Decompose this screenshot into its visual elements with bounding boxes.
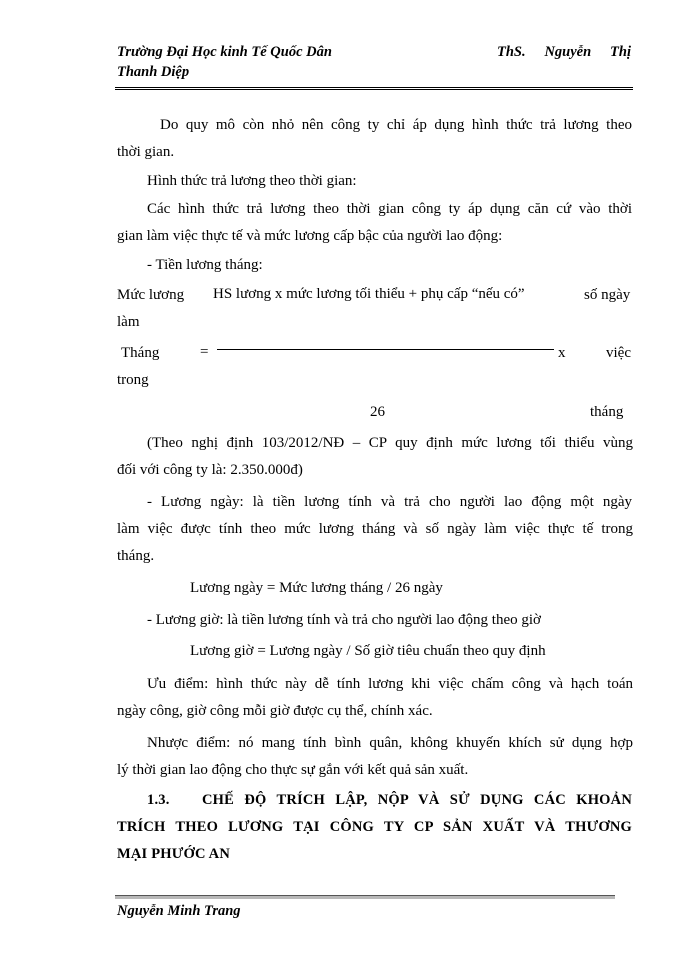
formula-right-3: việc	[606, 345, 631, 361]
footer-author: Nguyễn Minh Trang	[117, 903, 241, 919]
advantages-line-1: Ưu điểm: hình thức này dễ tính lương khi việc chấm công và hạch toán	[147, 676, 633, 692]
footer-rule	[115, 895, 615, 899]
formula-right-5: tháng	[590, 404, 624, 420]
formula-label-4: trong	[117, 372, 149, 388]
disadvantages-line-2: lý thời gian lao động cho thực sự gắn với kết quả sản xuất.	[117, 762, 469, 778]
section-title-line-3: MẠI PHƯỚC AN	[117, 846, 231, 862]
header-rule	[115, 87, 633, 90]
bullet-daily-wage-line-1: - Lương ngày: là tiền lương tính và trả cho người lao động một ngày	[147, 494, 632, 510]
disadvantages-line-1: Nhược điểm: nó mang tính bình quân, không khuyến khích sử dụng hợp	[147, 735, 633, 751]
formula-numerator: HS lương x mức lương tối thiểu + phụ cấp “nếu có”	[213, 286, 525, 302]
formula-label-3: Tháng	[121, 345, 160, 361]
header-teacher: ThS. Nguyễn Thị	[497, 44, 631, 60]
paragraph-1-line-2: thời gian.	[117, 144, 175, 160]
paragraph-1-line-1: Do quy mô còn nhỏ nên công ty chỉ áp dụng hình thức trả lương theo	[160, 117, 632, 133]
advantages-line-2: ngày công, giờ công mỗi giờ được cụ thể, chính xác.	[117, 703, 433, 719]
bullet-daily-wage-line-3: tháng.	[117, 548, 155, 564]
header-teacher-cont: Thanh Diệp	[117, 64, 190, 80]
section-title-line-1: CHẾ ĐỘ TRÍCH LẬP, NỘP VÀ SỬ DỤNG CÁC KHOẢN	[202, 792, 632, 808]
paragraph-3-line-1: Các hình thức trả lương theo thời gian công ty áp dụng căn cứ vào thời	[147, 201, 632, 217]
header-school: Trường Đại Học kinh Tế Quốc Dân	[117, 44, 332, 60]
decree-line-2: đối với công ty là: 2.350.000đ)	[117, 462, 303, 478]
bullet-daily-wage-line-2: làm việc được tính theo mức lương tháng và số ngày làm việc thực tế trong	[117, 521, 633, 537]
section-title-line-2: TRÍCH THEO LƯƠNG TẠI CÔNG TY CP SẢN XUẤT VÀ THƯƠNG	[117, 819, 632, 835]
decree-line-1: (Theo nghị định 103/2012/NĐ – CP quy định mức lương tối thiểu vùng	[147, 435, 633, 451]
formula-label-1: Mức lương	[117, 287, 185, 303]
paragraph-3-line-2: gian làm việc thực tế và mức lương cấp bậc của người lao động:	[117, 228, 503, 244]
section-number: 1.3.	[147, 792, 170, 808]
formula-times: x	[558, 345, 566, 361]
hourly-wage-formula: Lương giờ = Lương ngày / Số giờ tiêu chuẩn theo quy định	[190, 643, 546, 659]
paragraph-2: Hình thức trả lương theo thời gian:	[147, 173, 357, 189]
formula-right-1: số ngày	[584, 287, 631, 303]
fraction-line	[217, 349, 554, 350]
bullet-hourly-wage: - Lương giờ: là tiền lương tính và trả cho người lao động theo giờ	[147, 612, 541, 628]
bullet-monthly-wage: - Tiền lương tháng:	[147, 257, 263, 273]
formula-equals: =	[200, 344, 209, 360]
formula-label-2: làm	[117, 314, 140, 330]
daily-wage-formula: Lương ngày = Mức lương tháng / 26 ngày	[190, 580, 443, 596]
formula-denominator: 26	[370, 404, 385, 420]
